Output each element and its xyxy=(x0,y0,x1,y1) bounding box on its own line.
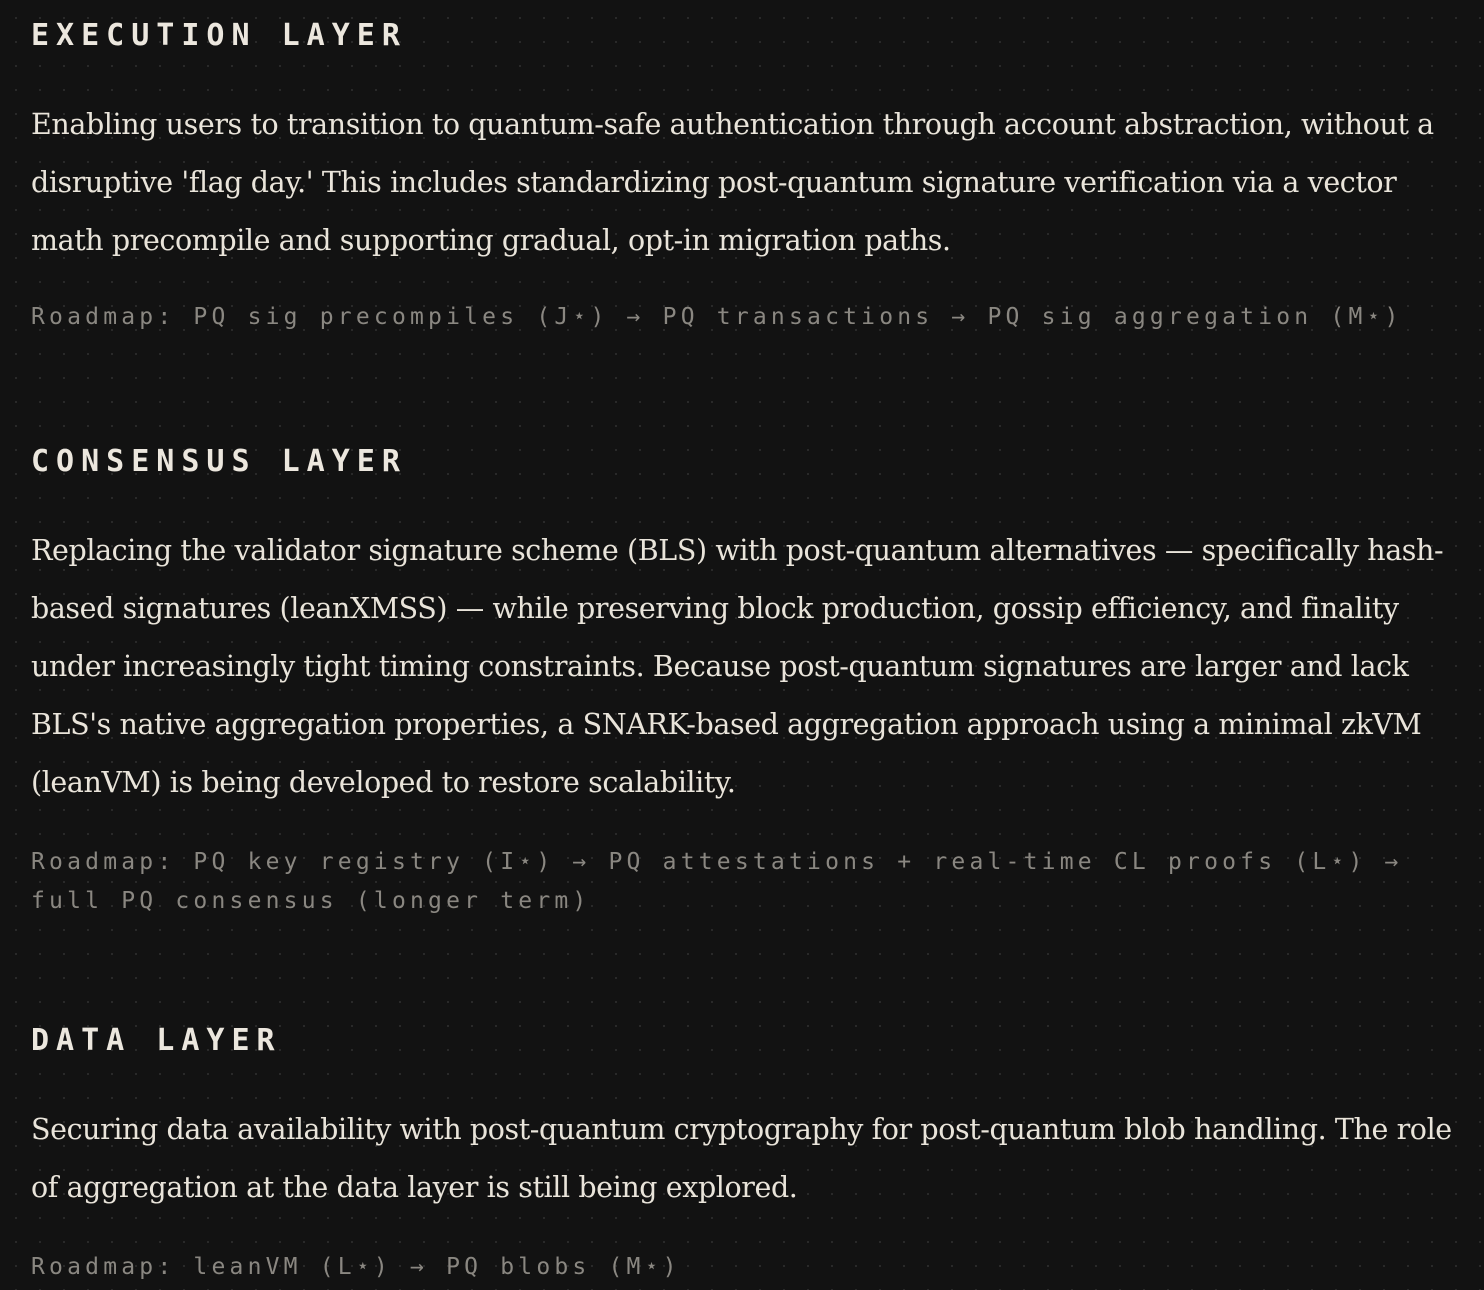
section-title: CONSENSUS LAYER xyxy=(31,444,407,479)
data-layer-section xyxy=(31,1023,1461,1287)
execution-layer-section xyxy=(31,18,1461,337)
section-title: EXECUTION LAYER xyxy=(31,18,407,53)
section-roadmap: Roadmap: PQ sig precompiles (J⋆) → PQ transactions → PQ sig aggregation (M⋆) xyxy=(31,304,1403,330)
section-body: Enabling users to transition to quantum-safe authentication through account abstraction, without a disruptive 'flag day.' This includes standardizing post-quantum signature verification via a vector math precompile and supporting gradual, opt-in migration paths. xyxy=(31,108,1434,257)
section-body: Securing data availability with post-quantum cryptography for post-quantum blob handling. The role of aggregation at the data layer is still being explored. xyxy=(31,1113,1452,1204)
section-body: Replacing the validator signature scheme (BLS) with post-quantum alternatives — specifically hash-based signatures (leanXMSS) — while preserving block production, gossip efficiency, and finality under increasingly tight timing constraints. Because post-quantum signatures are larger and lack BLS's native aggregation properties, a SNARK-based aggregation approach using a minimal zkVM (leanVM) is being developed to restore scalability. xyxy=(31,534,1444,799)
section-roadmap: Roadmap: PQ key registry (I⋆) → PQ attestations + real-time CL proofs (L⋆) → full PQ consensus (longer term) xyxy=(31,849,1403,914)
section-roadmap: Roadmap: leanVM (L⋆) → PQ blobs (M⋆) xyxy=(31,1254,681,1280)
consensus-layer-section xyxy=(31,444,1461,921)
section-title: DATA LAYER xyxy=(31,1023,282,1058)
